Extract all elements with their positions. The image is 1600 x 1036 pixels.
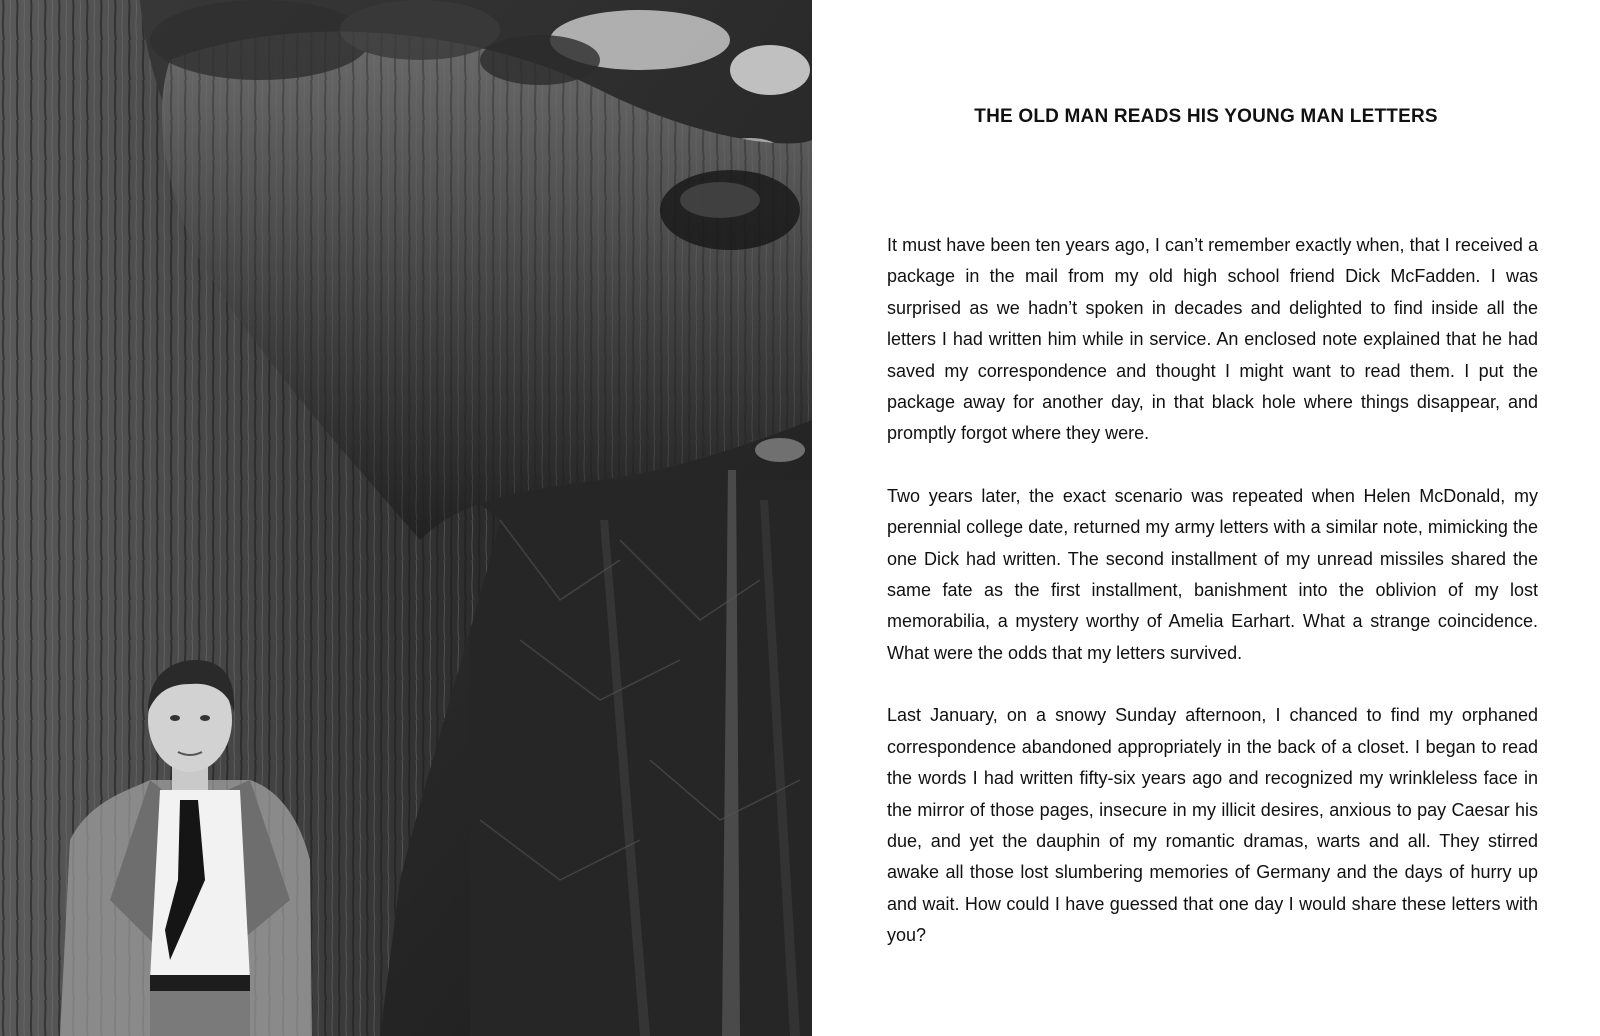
paragraph-1: It must have been ten years ago, I can’t remember exactly when, that I received a package in the mail from my old high school friend Dick McFadden. I was surprised as we hadn’t spoken in decades and delighted to find inside all the letters I had written him while in service. An enclosed note explained that he had saved my correspondence and thought I might want to read them. I put the package away for another day, in that black hole where things disappear, and promptly forgot where they were. (887, 235, 1538, 444)
background-forest (470, 470, 812, 1036)
page-title: THE OLD MAN READS HIS YOUNG MAN LETTERS (974, 106, 1438, 127)
paragraph-3: Last January, on a snowy Sunday afternoon, I chanced to find my orphaned correspondence abandoned appropriately in the back of a closet. I began to read the words I had written fifty-six years ago and recognized my wrinkleless face in the mirror of those pages, insecure in my illicit desires, anxious to pay Caesar his due, and yet the dauphin of my romantic dramas, warts and all. They stirred awake all those lost slumbering memories of Germany and the days of hurry up and wait. How could I have guessed that one day I would share these letters with you? (887, 705, 1538, 946)
paragraph-2: Two years later, the exact scenario was repeated when Helen McDonald, my perennial college date, returned my army letters with a similar note, mimicking the one Dick had written. The second installment of my unread missiles shared the same fate as the first installment, banishment into the oblivion of my lost memorabilia, a mystery worthy of Amelia Earhart. What a strange coincidence. What were the odds that my letters survived. (887, 485, 1538, 663)
text-panel (812, 0, 1600, 1036)
body-text (887, 230, 1538, 983)
